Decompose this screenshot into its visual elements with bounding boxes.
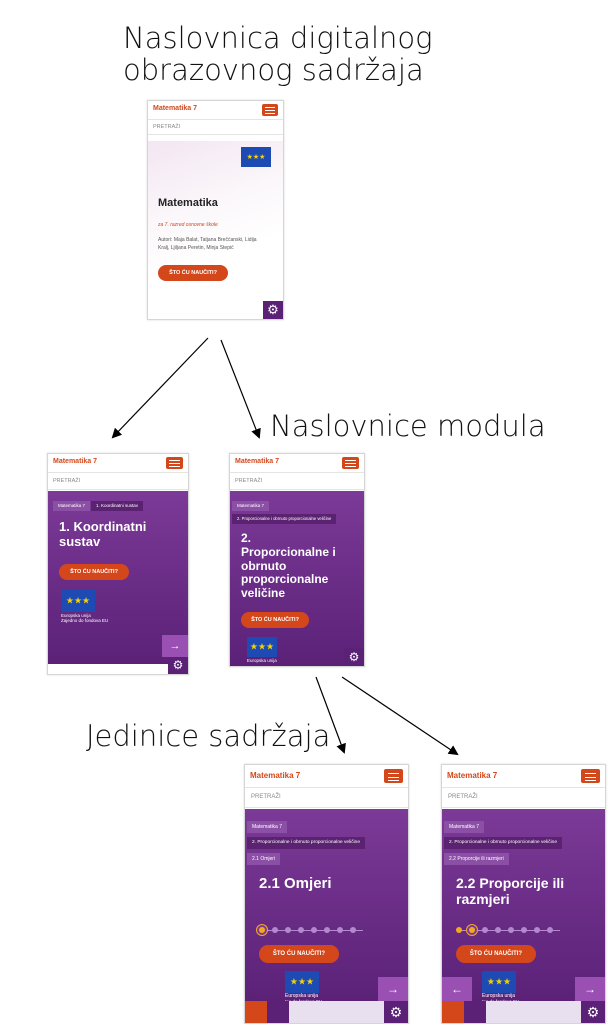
eu-flag-icon: ★★★ [241, 147, 271, 167]
app-title: Matematika 7 [235, 458, 279, 465]
unit2-screen [441, 764, 606, 1024]
module1-screen [47, 453, 189, 675]
teacher-icon[interactable] [442, 1001, 464, 1023]
progress-dot[interactable] [337, 927, 343, 933]
accessibility-icon[interactable] [267, 1001, 289, 1023]
module-title [59, 520, 146, 550]
breadcrumb-root[interactable]: Matematika 7 [53, 501, 90, 511]
hamburger-icon[interactable] [581, 769, 600, 783]
what-will-i-learn-button[interactable]: ŠTO ĆU NAUČITI? [158, 265, 228, 281]
eu-flag-icon: ★★★ [247, 637, 277, 657]
progress-dot[interactable] [495, 927, 501, 933]
cover-screen [147, 100, 284, 320]
arrow-left-icon[interactable]: ← [442, 977, 472, 1001]
arrow-right-icon[interactable]: → [378, 977, 408, 1001]
progress-dot[interactable] [521, 927, 527, 933]
progress-dot[interactable] [350, 927, 356, 933]
module-title-line4: proporcionalne [241, 572, 329, 587]
cover-authors-line1: Autori: Maja Balat, Tatjana Brečćanski, Lidija [158, 237, 257, 243]
gear-icon[interactable]: ⚙ [581, 1001, 605, 1023]
hamburger-icon[interactable] [262, 104, 278, 116]
hamburger-icon[interactable] [166, 457, 183, 469]
eu-logo [482, 971, 519, 1004]
app-title: Matematika 7 [53, 458, 97, 465]
search-input[interactable]: PRETRAŽI [442, 788, 605, 808]
progress-dot[interactable] [298, 927, 304, 933]
breadcrumb-module[interactable]: 2. Proporcionalne i obrnuto proporcionalne veličine [247, 837, 365, 849]
search-input[interactable]: PRETRAŽI [48, 473, 188, 490]
breadcrumb-root[interactable]: Matematika 7 [444, 821, 484, 833]
eu-caption-line2: Zajedno do fondova EU [61, 617, 109, 623]
unit1-screen [244, 764, 409, 1024]
progress-dot[interactable] [508, 927, 514, 933]
unit-title-line2: razmjeri [456, 891, 510, 908]
breadcrumb-unit[interactable]: 2.1 Omjeri [247, 853, 280, 865]
hamburger-icon[interactable] [342, 457, 359, 469]
cover-subtitle: za 7. razred osnovne škole [158, 222, 218, 228]
what-will-i-learn-button[interactable]: ŠTO ĆU NAUČITI? [59, 564, 129, 580]
search-input[interactable]: PRETRAŽI [230, 473, 364, 490]
progress-dot[interactable] [534, 927, 540, 933]
gear-icon[interactable]: ⚙ [344, 648, 364, 666]
eu-logo [61, 590, 108, 624]
progress-dot[interactable] [285, 927, 291, 933]
arrow-module2-to-unit2 [342, 677, 457, 754]
unit-title-line1: 2.2 Proporcije ili [456, 875, 565, 891]
cover-heading: Matematika [158, 197, 218, 209]
teacher-icon[interactable] [245, 1001, 267, 1023]
progress-dot[interactable] [311, 927, 317, 933]
eu-logo [285, 971, 322, 1004]
eu-caption-line1: Europska unija [61, 613, 91, 618]
what-will-i-learn-button[interactable]: ŠTO ĆU NAUČITI? [259, 945, 339, 963]
module-title-line2: sustav [59, 533, 101, 549]
progress-dot[interactable] [324, 927, 330, 933]
app-title: Matematika 7 [250, 771, 301, 780]
breadcrumb-module[interactable]: 2. Proporcionalne i obrnuto proporcionalne veličine [444, 837, 562, 849]
unit-title: 2.1 Omjeri [259, 875, 332, 892]
search-input[interactable]: PRETRAŽI [148, 120, 283, 135]
app-header [230, 454, 364, 473]
arrow-right-icon[interactable]: → [575, 977, 605, 1001]
eu-caption-line1: Europska unija [247, 658, 277, 663]
label-cover-line1: Naslovnica digitalnog [123, 21, 433, 55]
module-title-line3: obrnuto [241, 558, 287, 573]
breadcrumb-module[interactable]: 1. Koordinatni sustav [91, 501, 143, 511]
progress-dot[interactable] [547, 927, 553, 933]
unit-title [456, 875, 564, 907]
arrow-cover-to-module2 [221, 340, 259, 437]
gear-icon[interactable]: ⚙ [168, 657, 188, 674]
label-units: Jedinice sadržaja [86, 719, 331, 753]
breadcrumb-root[interactable]: Matematika 7 [247, 821, 287, 833]
progress-dot[interactable] [259, 927, 265, 933]
progress-dot[interactable] [482, 927, 488, 933]
module2-screen [229, 453, 365, 667]
breadcrumb-root[interactable]: Matematika 7 [232, 501, 269, 511]
progress-dot[interactable] [456, 927, 462, 933]
eu-flag-icon: ★★★ [482, 971, 516, 993]
label-cover-line2: obrazovnog sadržaja [123, 53, 424, 88]
module-title-line5: veličine [241, 586, 286, 601]
gear-icon[interactable]: ⚙ [263, 301, 283, 319]
arrow-cover-to-module1 [113, 338, 208, 437]
module-title [241, 532, 336, 601]
cover-authors [158, 237, 257, 252]
app-header [48, 454, 188, 473]
eu-caption-line1: Europska unija [482, 993, 516, 999]
eu-caption-line1: Europska unija [285, 993, 319, 999]
module-title-line1: 1. Koordinatni [59, 519, 147, 534]
eu-flag-icon: ★★★ [61, 590, 95, 612]
arrow-module2-to-unit1 [316, 677, 344, 752]
progress-dot[interactable] [469, 927, 475, 933]
breadcrumb-unit[interactable]: 2.2 Proporcije ili razmjeri [444, 853, 509, 865]
module-title-line1: 2. [241, 531, 252, 545]
cover-authors-line2: Kralj, Ljiljana Peretin, Minja Stepić [158, 244, 234, 251]
what-will-i-learn-button[interactable]: ŠTO ĆU NAUČITI? [241, 612, 309, 628]
progress-dots[interactable] [456, 927, 560, 933]
app-header [245, 765, 408, 788]
what-will-i-learn-button[interactable]: ŠTO ĆU NAUČITI? [456, 945, 536, 963]
eu-logo [247, 637, 277, 664]
accessibility-icon[interactable] [464, 1001, 486, 1023]
app-header [442, 765, 605, 788]
app-header [148, 101, 283, 120]
progress-dots[interactable] [259, 927, 363, 933]
search-input[interactable]: PRETRAŽI [245, 788, 408, 808]
hamburger-icon[interactable] [384, 769, 403, 783]
arrow-right-icon[interactable]: → [162, 635, 188, 657]
app-title: Matematika 7 [153, 105, 197, 112]
eu-flag-icon: ★★★ [285, 971, 319, 993]
app-title: Matematika 7 [447, 771, 498, 780]
breadcrumb-module[interactable]: 2. Proporcionalne i obrnuto proporcionalne veličine [232, 514, 336, 524]
module-title-line2: Proporcionalne i [241, 544, 336, 559]
gear-icon[interactable]: ⚙ [384, 1001, 408, 1023]
progress-dot[interactable] [272, 927, 278, 933]
label-modules: Naslovnice modula [270, 409, 546, 443]
